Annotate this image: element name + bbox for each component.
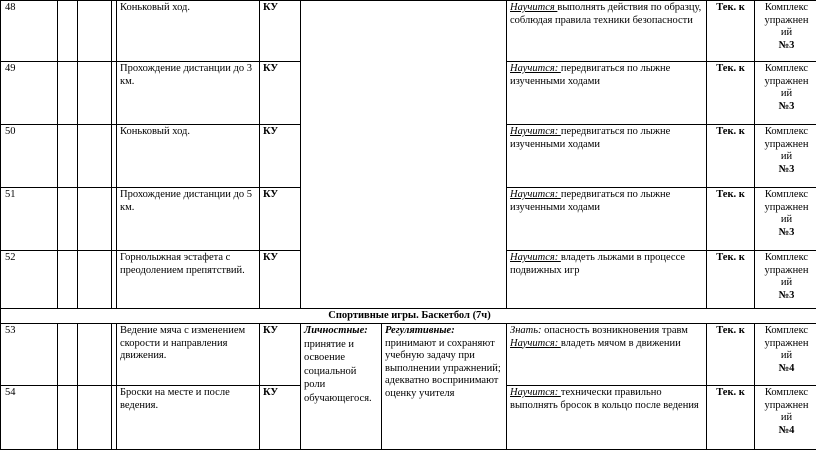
section-header-row [1, 309, 816, 324]
learn-label: Научится: [510, 189, 561, 200]
exercise-complex: Комплекс упражнен ий №4 [755, 386, 816, 450]
control-type: Тек. к [707, 1, 755, 62]
learning-outcome [507, 125, 707, 188]
exercise-complex: Комплекс упражнен ий №3 [755, 125, 816, 188]
learn-label: Научится: [510, 126, 561, 137]
learning-outcome [507, 1, 707, 62]
table-row [1, 1, 816, 62]
know-text: опасность возникновения травм [544, 325, 688, 336]
lesson-type: КУ [260, 62, 301, 125]
personal-label: Личностные: [304, 325, 368, 336]
lesson-topic: Коньковый ход. [117, 1, 260, 62]
learning-outcome [507, 251, 707, 309]
lesson-topic: Ведение мяча с изменением скорости и направления движения. [117, 324, 260, 386]
lesson-type: КУ [260, 1, 301, 62]
lesson-number: 53 [1, 324, 58, 386]
control-type: Тек. к [707, 324, 755, 386]
regulative-uud [382, 324, 507, 450]
learn-label: Научится: [510, 252, 561, 263]
lesson-number: 49 [1, 62, 58, 125]
learning-outcome [507, 188, 707, 251]
learn-text: передвигаться по лыжне изученными ходами [510, 189, 671, 213]
exercise-complex: Комплекс упражнен ий №3 [755, 62, 816, 125]
exercise-complex: Комплекс упражнен ий №3 [755, 1, 816, 62]
control-type: Тек. к [707, 125, 755, 188]
uud-cell-empty [301, 1, 507, 309]
section-title: Спортивные игры. Баскетбол (7ч) [1, 309, 816, 324]
lesson-type: КУ [260, 386, 301, 450]
learn-label: Научится: [510, 387, 561, 398]
control-type: Тек. к [707, 251, 755, 309]
personal-uud [301, 324, 382, 450]
learning-outcome [507, 386, 707, 450]
learn-text: владеть мячом в движении [560, 337, 681, 349]
learning-outcome [507, 62, 707, 125]
exercise-complex: Комплекс упражнен ий №3 [755, 188, 816, 251]
lesson-topic: Броски на месте и после ведения. [117, 386, 260, 450]
lesson-type: КУ [260, 125, 301, 188]
lesson-number: 52 [1, 251, 58, 309]
lesson-topic: Горнолыжная эстафета с преодолением препятствий. [117, 251, 260, 309]
lesson-number: 54 [1, 386, 58, 450]
lesson-type: КУ [260, 324, 301, 386]
control-type: Тек. к [707, 386, 755, 450]
table-row [1, 324, 816, 386]
learn-text: владеть лыжами в процессе подвижных игр [510, 252, 686, 276]
learn-label: Научится: [510, 337, 561, 349]
learn-text: передвигаться по лыжне изученными ходами [510, 126, 671, 150]
learn-text: технически правильно выполнять бросок в кольцо после ведения [510, 387, 699, 411]
regulative-text: принимают и сохраняют учебную задачу при выполнении упражнений; адекватно воспринимают оценку учителя [385, 337, 501, 399]
lesson-type: КУ [260, 251, 301, 309]
learn-text: передвигаться по лыжне изученными ходами [510, 63, 671, 87]
learn-text: выполнять действия по образцу, соблюдая правила техники безопасности [510, 2, 702, 26]
lesson-topic: Коньковый ход. [117, 125, 260, 188]
lesson-number: 48 [1, 1, 58, 62]
lesson-topic: Прохождение дистанции до 5 км. [117, 188, 260, 251]
learning-outcome [507, 324, 707, 386]
lesson-type: КУ [260, 188, 301, 251]
personal-text: принятие и освоение социальной роли обучающегося. [304, 338, 372, 404]
learn-label: Научится: [510, 63, 561, 74]
lesson-topic: Прохождение дистанции до 3 км. [117, 62, 260, 125]
control-type: Тек. к [707, 62, 755, 125]
regulative-label: Регулятивные: [385, 325, 455, 336]
lesson-number: 51 [1, 188, 58, 251]
exercise-complex: Комплекс упражнен ий №4 [755, 324, 816, 386]
learn-label: Научится [510, 2, 558, 13]
know-label: Знать: [510, 325, 545, 336]
control-type: Тек. к [707, 188, 755, 251]
lesson-number: 50 [1, 125, 58, 188]
exercise-complex: Комплекс упражнен ий №3 [755, 251, 816, 309]
